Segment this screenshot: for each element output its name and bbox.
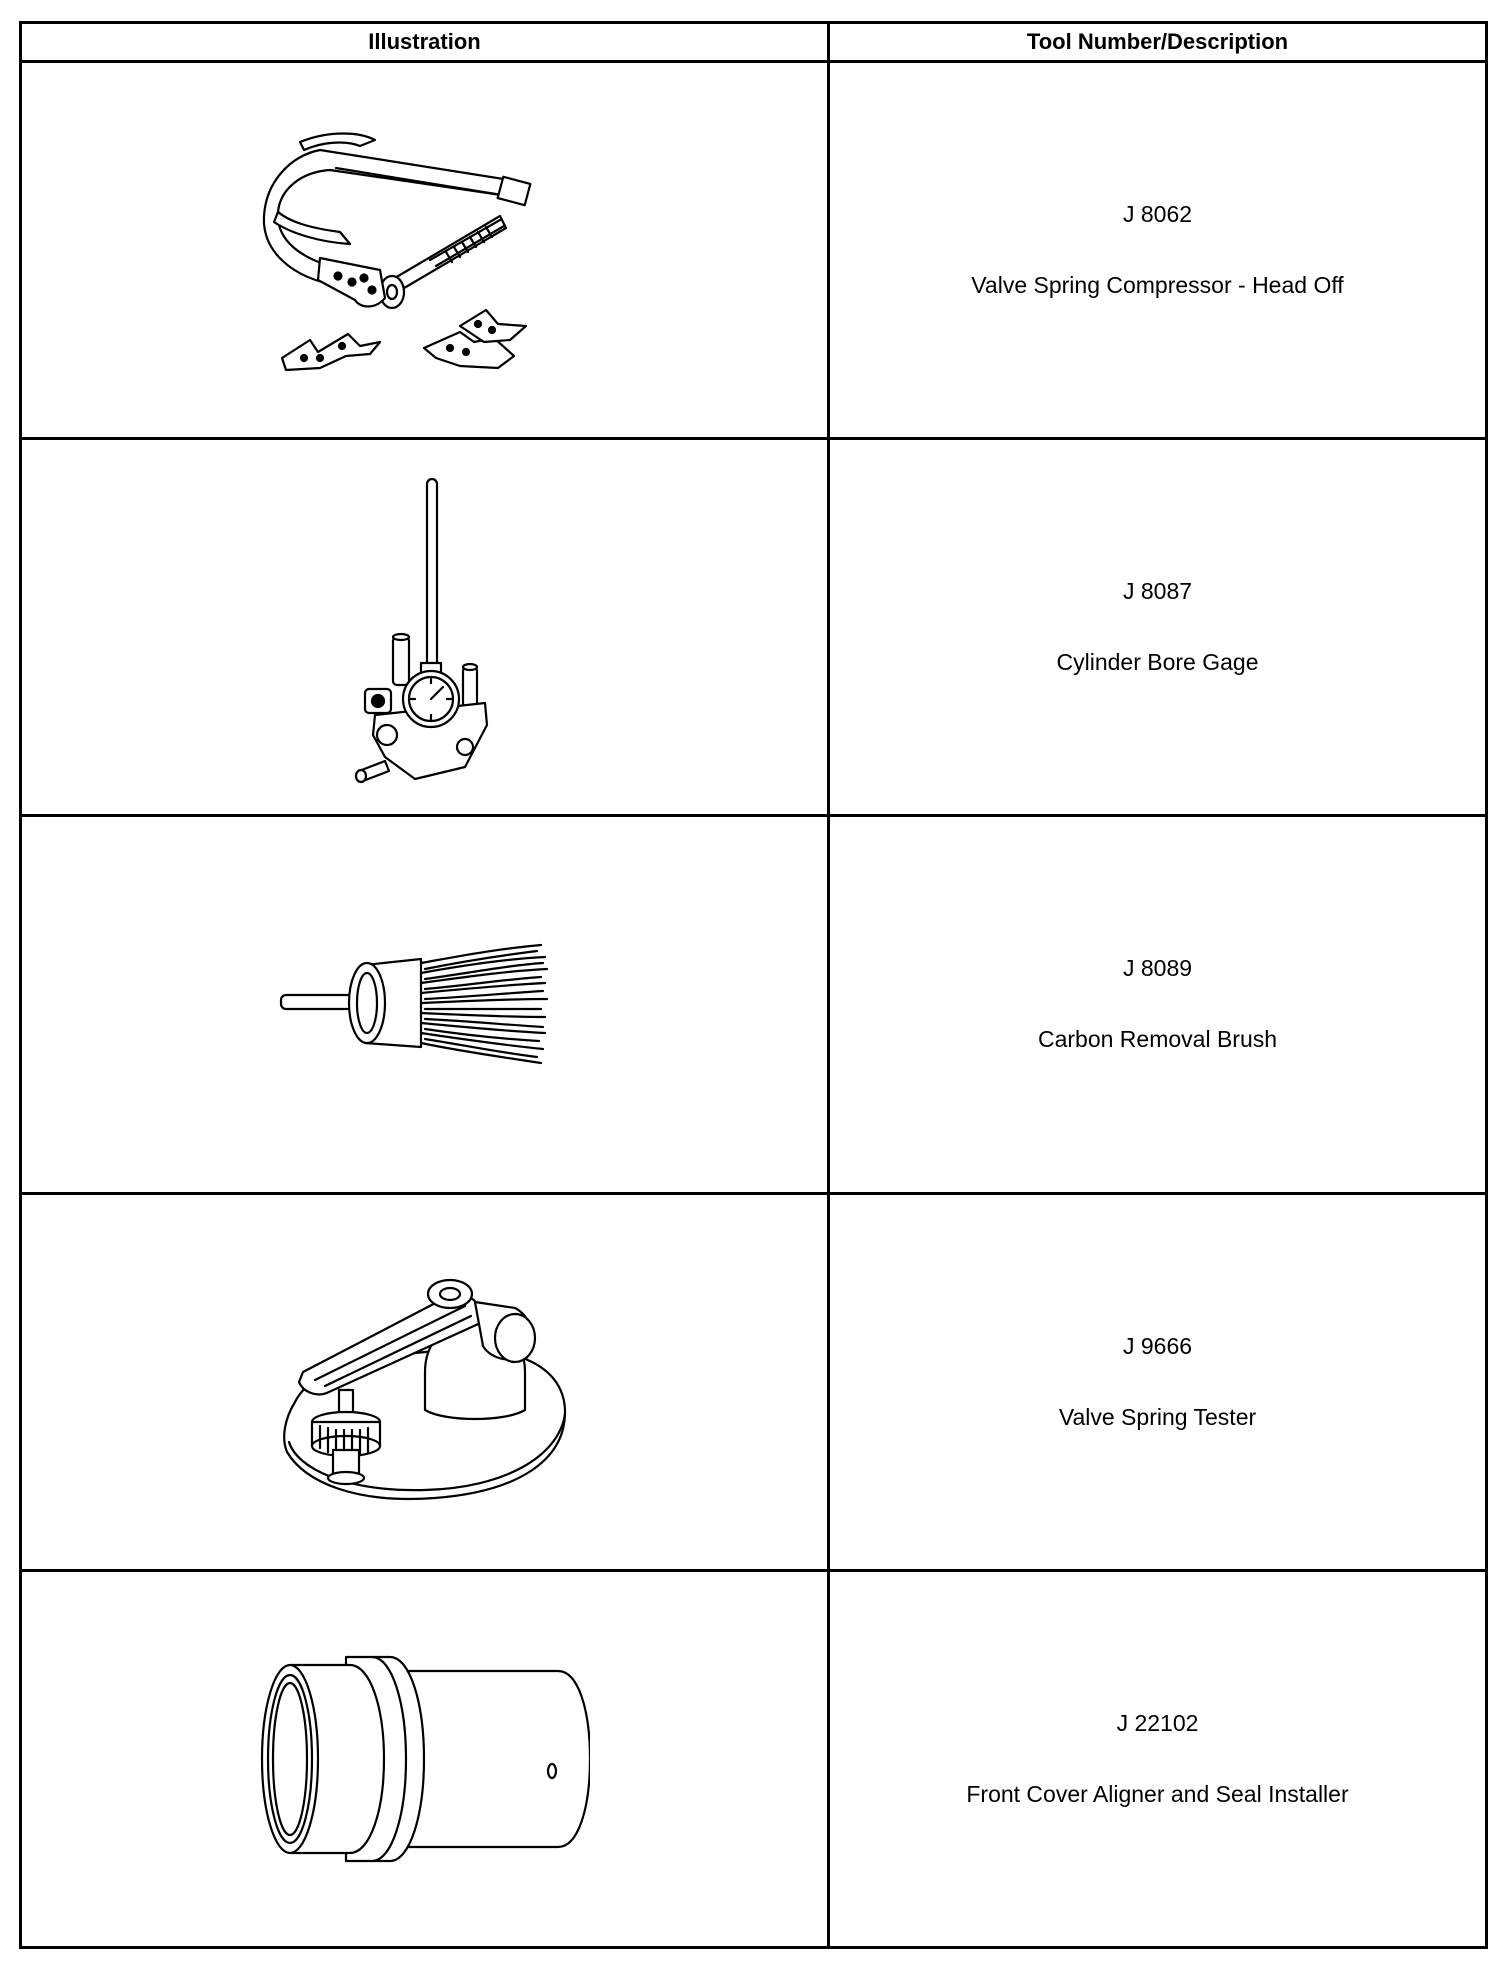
tool-number: J 9666 — [1122, 1332, 1193, 1359]
table-row — [21, 1193, 1487, 1570]
tool-description: Cylinder Bore Gage — [1056, 649, 1259, 676]
table-row — [21, 439, 1487, 816]
header-tool-number-description: Tool Number/Description — [829, 23, 1487, 62]
tool-description-cell — [829, 62, 1487, 439]
tool-description-cell — [829, 816, 1487, 1193]
tool-number: J 8089 — [1122, 955, 1193, 982]
tool-number: J 8062 — [1122, 201, 1193, 228]
tool-description: Valve Spring Compressor - Head Off — [971, 272, 1344, 299]
tool-number: J 8087 — [1122, 578, 1193, 605]
carbon-removal-brush-icon — [275, 939, 575, 1069]
tool-description-cell — [829, 1570, 1487, 1947]
table-header-row — [21, 23, 1487, 62]
tool-description: Front Cover Aligner and Seal Installer — [966, 1780, 1349, 1807]
tool-description: Carbon Removal Brush — [1037, 1026, 1278, 1053]
valve-spring-tester-icon — [275, 1242, 575, 1522]
tool-description-cell — [829, 439, 1487, 816]
illustration-cell — [21, 1570, 829, 1947]
valve-spring-compressor-icon — [260, 120, 590, 380]
cylinder-bore-gage-icon — [345, 467, 505, 787]
illustration-cell — [21, 62, 829, 439]
table-row — [21, 816, 1487, 1193]
table-row — [21, 1570, 1487, 1947]
illustration-cell — [21, 439, 829, 816]
table-row — [21, 62, 1487, 439]
tool-description: Valve Spring Tester — [1058, 1403, 1257, 1430]
header-illustration: Illustration — [21, 23, 829, 62]
illustration-cell — [21, 816, 829, 1193]
front-cover-aligner-icon — [260, 1629, 590, 1889]
tool-description-cell — [829, 1193, 1487, 1570]
tool-number: J 22102 — [1116, 1709, 1199, 1736]
illustration-cell — [21, 1193, 829, 1570]
special-tools-table — [19, 21, 1488, 1949]
